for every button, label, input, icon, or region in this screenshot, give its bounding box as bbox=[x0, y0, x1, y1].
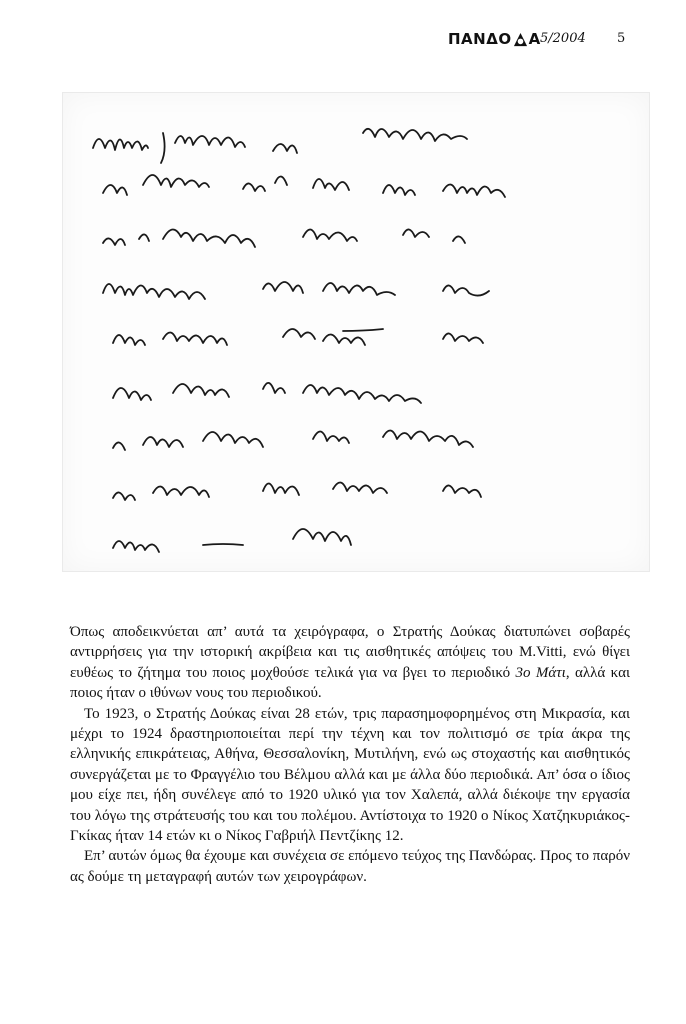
handwritten-letter-image bbox=[62, 92, 650, 572]
handwriting-icon bbox=[63, 93, 649, 571]
paragraph-3: Επ’ αυτών όμως θα έχουμε και συνέχεια σε επόμενο τεύχος της Πανδώρας. Προς το παρόν ας δούμε τη μεταγραφή αυτών των χειρογράφων. bbox=[70, 848, 630, 885]
page-header bbox=[0, 28, 686, 52]
magazine-logo bbox=[448, 30, 541, 48]
page-number: 5 bbox=[617, 31, 626, 46]
issue-number: 5/2004 bbox=[540, 31, 586, 46]
logo-mark-icon bbox=[513, 32, 528, 47]
logo-text-left: ΠΑΝΔΟ bbox=[448, 30, 512, 48]
article-body bbox=[70, 622, 630, 887]
paragraph-1: Όπως αποδεικνύεται απ’ αυτά τα χειρόγραφα, ο Στρατής Δούκας διατυπώνει σοβαρές αντιρρήσεις για την ιστορική ακρίβεια και τις αισθητικές απόψεις του M.Vitti, ενώ θίγει ευθέως το ζήτημα του ποιος μοχθούσε τελικά για να βγει το περιοδικό 3ο Μάτι, αλλά και ποιος ήταν ο ιθύνων νους του περιοδικού. bbox=[70, 624, 630, 702]
logo-text-right: Α bbox=[528, 30, 541, 48]
periodical-title: 3ο Μάτι bbox=[515, 664, 566, 681]
paragraph-2: Το 1923, ο Στρατής Δούκας είναι 28 ετών, τρις παρασημοφορημένος στη Μικρασία, και μέχρι το 1924 δραστηριοποιείται περί την τέχνη και τον πολιτισμό σε τρία άκρα της ελληνικής επικράτειας, Αθήνα, Θεσσαλονίκη, Μυτιλήνη, ενώ ως στοχαστής και αισθητικός συνεργάζεται με το Φραγγέλιο του Βέλμου αλλά και με άλλα δύο περιοδικά. Απ’ όσα ο ίδιος μου είχε πει, ήδη συνέλεγε από το 1920 υλικό για τον Χαλεπά, αλλά διέκοψε την εργασία του λόγω της στράτευσής του και του πολέμου. Αντίστοιχα το 1920 ο Νίκος Χατζηκυριάκος-Γκίκας ήταν 14 ετών κι ο Νίκος Γαβριήλ Πεντζίκης 12. bbox=[70, 705, 630, 845]
